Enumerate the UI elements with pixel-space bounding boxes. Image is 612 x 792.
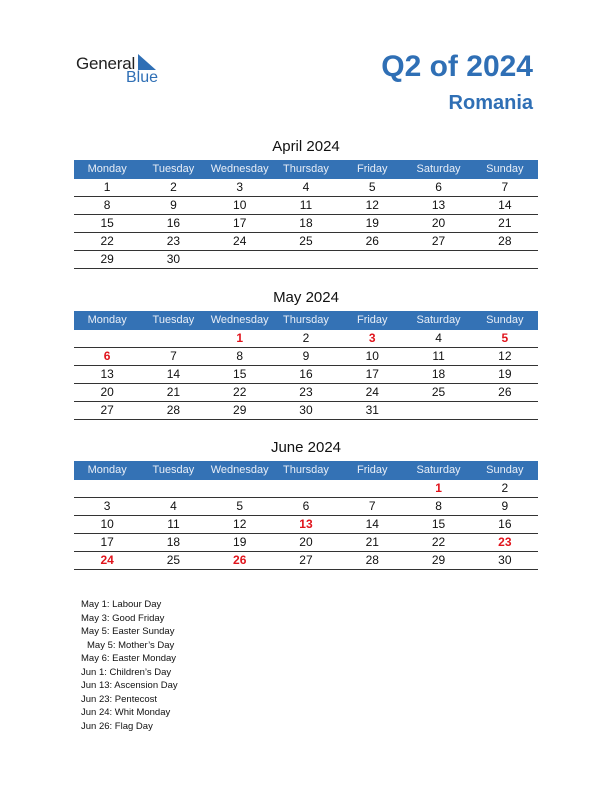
day-cell: 6 xyxy=(435,180,442,194)
holiday-item: May 1: Labour Day xyxy=(81,599,162,610)
weekday-label: Wednesday xyxy=(210,314,269,326)
page-title: Q2 of 2024 xyxy=(381,50,533,83)
holiday-item: May 6: Easter Monday xyxy=(81,653,177,664)
day-cell: 16 xyxy=(498,517,512,531)
day-cell: 15 xyxy=(431,517,446,531)
calendar-week-row xyxy=(74,179,538,197)
day-cell xyxy=(472,402,538,419)
day-cell: 21 xyxy=(166,385,181,399)
day-cell: 8 xyxy=(435,499,442,513)
day-cell: 15 xyxy=(100,216,114,230)
day-cell: 24 xyxy=(100,553,114,567)
day-cell: 5 xyxy=(368,180,376,194)
day-cell: 7 xyxy=(501,180,509,194)
day-cell: 25 xyxy=(299,234,313,248)
day-cell: 21 xyxy=(498,216,512,230)
day-cell: 14 xyxy=(166,367,181,381)
day-cell xyxy=(74,330,140,347)
day-cell: 23 xyxy=(166,234,181,248)
day-cell: 15 xyxy=(233,367,247,381)
day-cell: 12 xyxy=(365,198,379,212)
day-cell: 30 xyxy=(299,403,313,417)
day-cell: 3 xyxy=(236,180,244,194)
day-cell: 20 xyxy=(431,216,446,230)
day-cell xyxy=(207,480,273,497)
day-cell: 13 xyxy=(431,198,446,212)
holiday-item: Jun 13: Ascension Day xyxy=(81,680,178,691)
day-cell xyxy=(339,480,405,497)
weekday-label: Thursday xyxy=(283,163,329,175)
holiday-item: Jun 1: Children’s Day xyxy=(81,666,172,678)
weekday-label: Saturday xyxy=(416,464,461,476)
day-cell: 31 xyxy=(365,403,379,417)
holiday-item: Jun 23: Pentecost xyxy=(81,693,158,705)
weekday-label: Friday xyxy=(356,314,388,326)
day-cell: 4 xyxy=(170,499,177,513)
calendar-week-row xyxy=(74,366,538,384)
day-cell: 8 xyxy=(236,349,244,363)
logo-triangle-icon xyxy=(138,54,156,70)
weekday-label: Tuesday xyxy=(152,464,195,476)
day-cell: 25 xyxy=(431,385,446,399)
day-cell: 24 xyxy=(233,234,247,248)
day-cell xyxy=(339,251,405,268)
holiday-item: May 5: Mother’s Day xyxy=(87,639,175,651)
day-cell: 17 xyxy=(233,216,247,230)
day-cell: 27 xyxy=(100,403,114,417)
weekday-label: Thursday xyxy=(283,464,329,476)
month-title: May 2024 xyxy=(273,289,339,306)
day-cell: 22 xyxy=(233,385,247,399)
day-cell: 23 xyxy=(299,385,313,399)
day-cell: 27 xyxy=(299,553,313,567)
day-cell xyxy=(140,330,206,347)
logo-blue-text: Blue xyxy=(126,69,159,86)
day-cell: 6 xyxy=(103,349,111,363)
month-may xyxy=(74,288,538,420)
month-april xyxy=(74,137,538,269)
day-cell: 10 xyxy=(365,349,379,363)
weekday-label: Thursday xyxy=(283,314,329,326)
day-cell: 1 xyxy=(435,481,442,495)
weekday-label: Wednesday xyxy=(210,163,269,175)
weekday-label: Monday xyxy=(87,464,127,476)
day-cell: 19 xyxy=(498,367,512,381)
day-cell: 26 xyxy=(498,385,512,399)
day-cell: 11 xyxy=(167,517,180,531)
month-june xyxy=(74,438,538,570)
weekday-label: Monday xyxy=(87,163,127,175)
day-cell: 24 xyxy=(365,385,379,399)
day-cell: 5 xyxy=(236,499,244,513)
logo-general-text: General xyxy=(76,54,136,73)
day-cell xyxy=(207,251,273,268)
day-cell: 20 xyxy=(100,385,114,399)
country-label: Romania xyxy=(448,92,533,114)
day-cell: 16 xyxy=(299,367,313,381)
day-cell xyxy=(140,480,206,497)
weekday-label: Monday xyxy=(87,314,127,326)
calendar-week-row xyxy=(74,498,538,516)
day-cell: 18 xyxy=(166,535,181,549)
calendar-week-row xyxy=(74,197,538,215)
day-cell: 10 xyxy=(233,198,247,212)
day-cell: 28 xyxy=(498,234,512,248)
day-cell: 27 xyxy=(431,234,446,248)
day-cell: 18 xyxy=(431,367,446,381)
calendar-week-row xyxy=(74,552,538,570)
weekday-label: Sunday xyxy=(486,464,524,476)
calendar-week-row xyxy=(74,348,538,366)
month-title: June 2024 xyxy=(270,439,342,456)
calendar-weeks xyxy=(74,179,538,269)
day-cell: 19 xyxy=(233,535,247,549)
day-cell: 14 xyxy=(365,517,379,531)
day-cell: 13 xyxy=(100,367,114,381)
day-cell: 7 xyxy=(170,349,177,363)
day-cell: 29 xyxy=(431,553,446,567)
calendar-weeks xyxy=(74,480,538,570)
day-cell: 2 xyxy=(170,180,177,194)
calendar-week-row xyxy=(74,534,538,552)
calendar-week-row xyxy=(74,233,538,251)
weekday-label: Tuesday xyxy=(152,163,195,175)
holiday-list xyxy=(81,598,178,733)
day-cell: 30 xyxy=(166,252,181,266)
day-cell: 26 xyxy=(365,234,379,248)
day-cell: 3 xyxy=(368,331,376,345)
weekday-header xyxy=(74,311,538,330)
day-cell: 1 xyxy=(103,180,111,194)
day-cell xyxy=(405,402,471,419)
day-cell: 25 xyxy=(166,553,181,567)
day-cell: 16 xyxy=(166,216,181,230)
day-cell: 9 xyxy=(170,198,177,212)
weekday-label: Tuesday xyxy=(152,314,195,326)
day-cell xyxy=(472,251,538,268)
day-cell: 21 xyxy=(365,535,379,549)
day-cell: 17 xyxy=(365,367,379,381)
calendar-week-row xyxy=(74,251,538,269)
day-cell: 18 xyxy=(299,216,313,230)
weekday-label: Friday xyxy=(356,163,388,175)
holiday-item: Jun 26: Flag Day xyxy=(81,720,153,732)
day-cell: 11 xyxy=(299,198,313,212)
day-cell: 7 xyxy=(368,499,376,513)
day-cell xyxy=(74,480,140,497)
holiday-item: Jun 24: Whit Monday xyxy=(81,707,171,718)
weekday-label: Wednesday xyxy=(210,464,269,476)
day-cell xyxy=(273,480,339,497)
calendar-week-row xyxy=(74,480,538,498)
day-cell: 10 xyxy=(100,517,114,531)
day-cell: 2 xyxy=(302,331,310,345)
calendar-week-row xyxy=(74,330,538,348)
weekday-label: Sunday xyxy=(486,163,524,175)
weekday-label: Saturday xyxy=(416,163,461,175)
weekday-label: Sunday xyxy=(486,314,524,326)
day-cell: 22 xyxy=(431,535,446,549)
day-cell: 1 xyxy=(236,331,244,345)
day-cell: 22 xyxy=(100,234,114,248)
day-cell: 9 xyxy=(302,349,310,363)
calendar-week-row xyxy=(74,402,538,420)
day-cell: 14 xyxy=(498,198,512,212)
calendar-week-row xyxy=(74,516,538,534)
day-cell: 12 xyxy=(233,517,247,531)
day-cell: 3 xyxy=(103,499,111,513)
day-cell: 23 xyxy=(498,535,512,549)
day-cell: 20 xyxy=(299,535,313,549)
day-cell: 4 xyxy=(435,331,442,345)
day-cell: 19 xyxy=(365,216,379,230)
day-cell: 11 xyxy=(432,349,445,363)
day-cell: 4 xyxy=(302,180,310,194)
day-cell: 13 xyxy=(299,517,313,531)
calendar-week-row xyxy=(74,215,538,233)
weekday-header xyxy=(74,160,538,179)
day-cell: 17 xyxy=(100,535,114,549)
day-cell: 29 xyxy=(100,252,114,266)
day-cell: 9 xyxy=(501,499,509,513)
day-cell xyxy=(273,251,339,268)
calendar-weeks xyxy=(74,330,538,420)
calendar-week-row xyxy=(74,384,538,402)
day-cell: 29 xyxy=(233,403,247,417)
day-cell: 8 xyxy=(103,198,111,212)
day-cell: 5 xyxy=(501,331,509,345)
day-cell: 30 xyxy=(498,553,512,567)
month-title: April 2024 xyxy=(272,138,340,155)
day-cell xyxy=(405,251,471,268)
weekday-header xyxy=(74,461,538,480)
holiday-item: May 5: Easter Sunday xyxy=(81,626,175,637)
weekday-label: Friday xyxy=(356,464,388,476)
day-cell: 12 xyxy=(498,349,512,363)
day-cell: 26 xyxy=(233,553,247,567)
day-cell: 28 xyxy=(166,403,181,417)
day-cell: 6 xyxy=(302,499,310,513)
weekday-label: Saturday xyxy=(416,314,461,326)
logo xyxy=(76,52,176,88)
holiday-item: May 3: Good Friday xyxy=(81,612,165,624)
day-cell: 28 xyxy=(365,553,379,567)
day-cell: 2 xyxy=(501,481,509,495)
